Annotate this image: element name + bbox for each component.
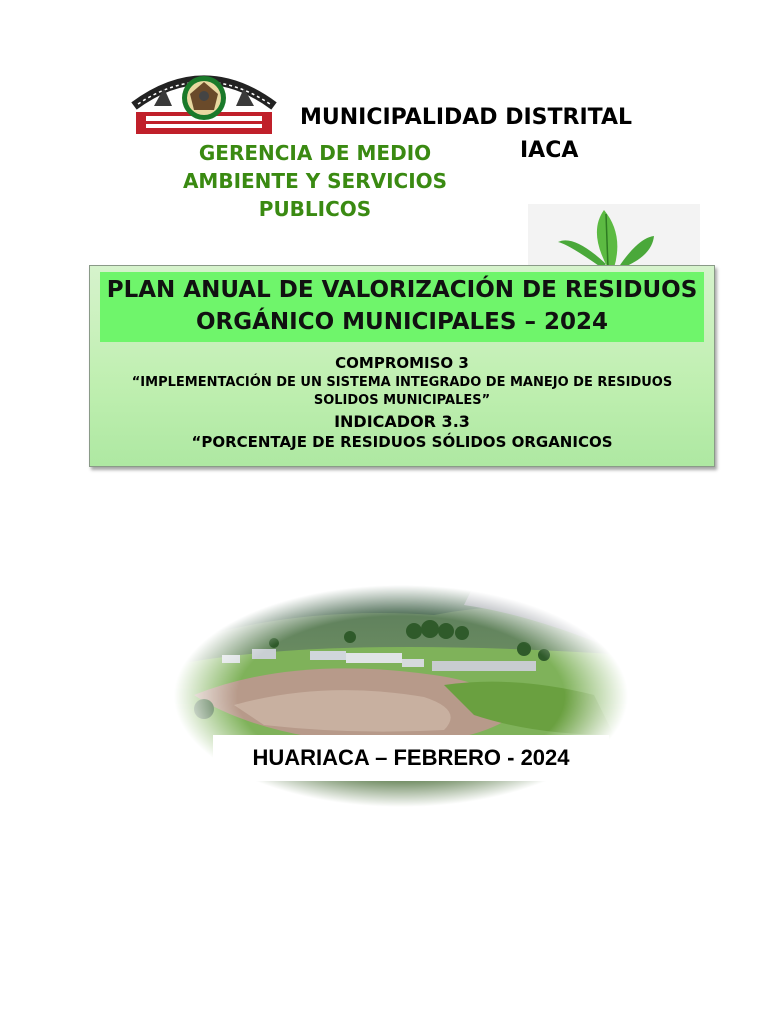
plan-title: PLAN ANUAL DE VALORIZACIÓN DE RESIDUOS ORGÁNICO MUNICIPALES – 2024 [100, 272, 704, 342]
implementacion-text: “IMPLEMENTACIÓN DE UN SISTEMA INTEGRADO DE MANEJO DE RESIDUOS SOLIDOS MUNICIPALES” [131, 375, 673, 408]
porcentaje-text: “PORCENTAJE DE RESIDUOS SÓLIDOS ORGANICOS [191, 433, 613, 451]
gerencia-title: GERENCIA DE MEDIO AMBIENTE Y SERVICIOS PUBLICOS [150, 139, 480, 223]
municipality-title: MUNICIPALIDAD DISTRITAL [300, 105, 632, 130]
place-date-label: HUARIACA – FEBRERO - 2024 [213, 735, 609, 781]
municipal-seal-icon [124, 66, 284, 138]
plan-title-box [89, 265, 715, 467]
green-leaves-icon [528, 204, 700, 268]
plan-details [90, 354, 714, 451]
indicador-heading: INDICADOR 3.3 [334, 412, 470, 431]
compromiso-heading: COMPROMISO 3 [335, 354, 469, 372]
municipality-title-continued: IACA [520, 138, 579, 163]
